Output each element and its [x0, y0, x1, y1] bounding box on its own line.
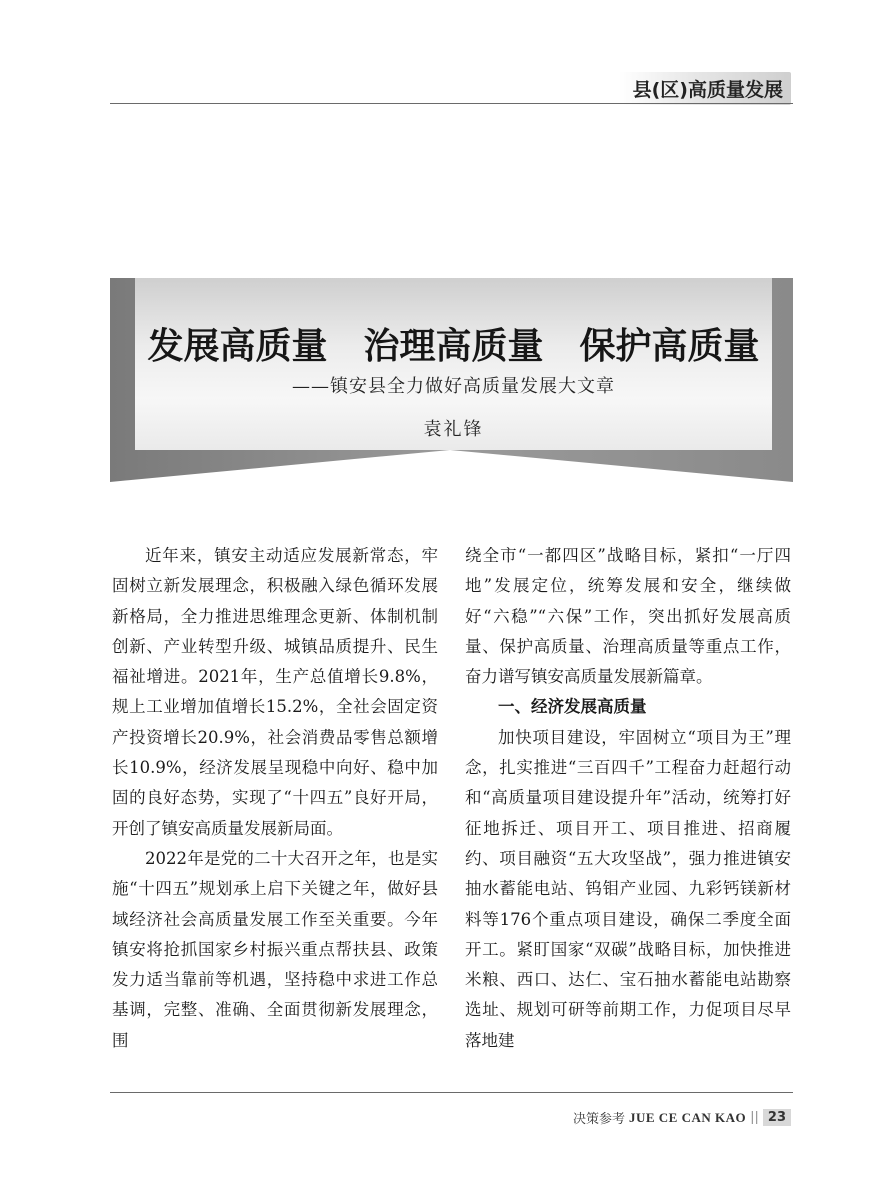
header-divider [110, 103, 793, 104]
body-column-left [112, 541, 438, 1056]
body-column-right [465, 541, 791, 1056]
article-author: 袁礼锋 [423, 419, 484, 440]
paragraph: 近年来，镇安主动适应发展新常态，牢固树立新发展理念，积极融入绿色循环发展新格局，全力推进思维理念更新、体制机制创新、产业转型升级、城镇品质提升、民生福祉增进。2021年，生产总值增长9.8%，规上工业增加值增长15.2%，全社会固定资产投资增长20.9%，社会消费品零售总额增长10.9%，经济发展呈现稳中向好、稳中加固的良好态势，实现了“十四五”良好开局，开创了镇安高质量发展新局面。 [112, 546, 438, 838]
section-heading: 一、经济发展高质量 [498, 697, 647, 717]
footer-separator: || [750, 1110, 759, 1125]
article-title: 发展高质量 治理高质量 保护高质量 [147, 325, 760, 367]
journal-name-pinyin: JUE CE CAN KAO [628, 1109, 747, 1125]
page-number: 23 [763, 1109, 791, 1126]
page-footer [573, 1108, 791, 1127]
journal-name-cn: 决策参考 [572, 1112, 625, 1127]
footer-divider [110, 1092, 793, 1093]
paragraph: 加快项目建设，牢固树立“项目为王”理念，扎实推进“三百四千”工程奋力赶超行动和“高质量项目建设提升年”活动，统筹打好征地拆迁、项目开工、项目推进、招商履约、项目融资“五大攻坚战”，强力推进镇安抽水蓄能电站、钨钼产业园、九彩钙镁新材料等176个重点项目建设，确保二季度全面开工。紧盯国家“双碳”战略目标，加快推进米粮、西口、达仁、宝石抽水蓄能电站勘察选址、规划可研等前期工作，力促项目尽早落地建 [465, 727, 791, 1050]
paragraph: 2022年是党的二十大召开之年，也是实施“十四五”规划承上启下关键之年，做好县域经济社会高质量发展工作至关重要。今年镇安将抢抓国家乡村振兴重点帮扶县、政策发力适当靠前等机遇，坚持稳中求进工作总基调，完整、准确、全面贯彻新发展理念，围 [112, 848, 438, 1050]
section-tag: 县(区)高质量发展 [619, 72, 791, 105]
paragraph-continuation: 绕全市“一都四区”战略目标，紧扣“一厅四地”发展定位，统筹发展和安全，继续做好“六稳”“六保”工作，突出抓好发展高质量、保护高质量、治理高质量等重点工作，奋力谱写镇安高质量发展新篇章。 [465, 546, 791, 687]
article-subtitle: ——镇安县全力做好高质量发展大文章 [292, 376, 615, 397]
